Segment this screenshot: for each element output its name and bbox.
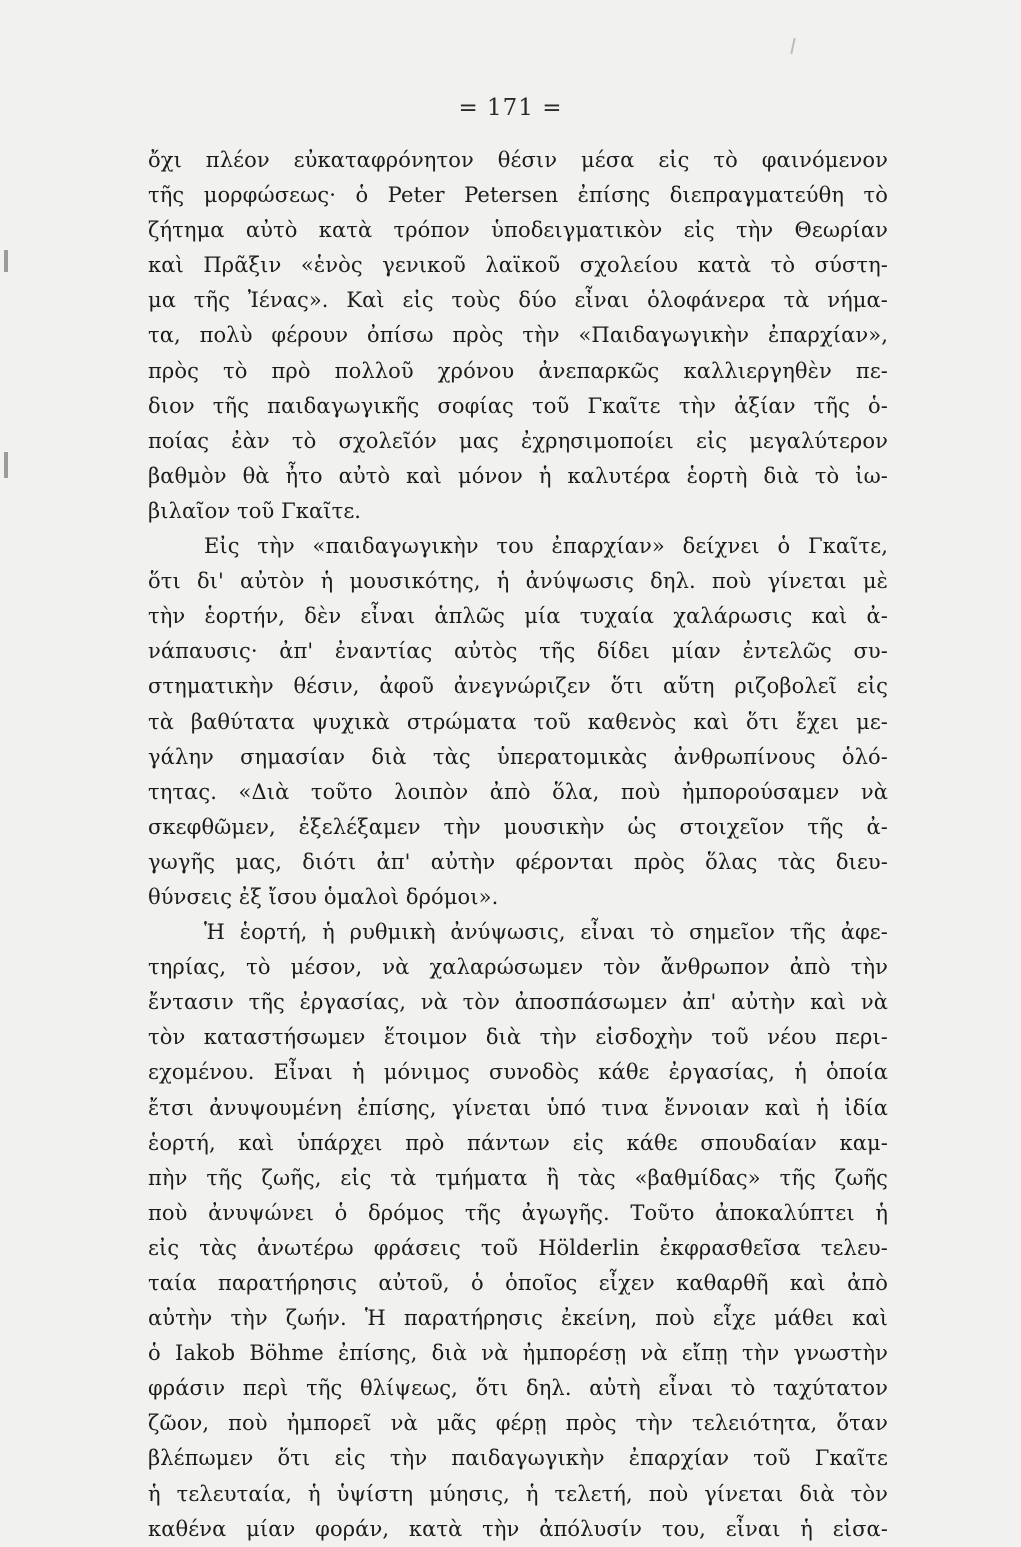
text-line: φράσιν περὶ τῆς θλίψεως, ὅτι δηλ. αὐτὴ εἶναι τὸ ταχύτατον (148, 1376, 888, 1401)
text-line: καθένα μίαν φοράν, κατὰ τὴν ἀπόλυσίν του, εἶναι ἡ εἰσα- (148, 1516, 888, 1541)
text-line: ζήτημα αὐτὸ κατὰ τρόπον ὑποδειγματικὸν εἰς τὴν Θεωρίαν (148, 218, 888, 243)
text-line: τὰ βαθύτατα ψυχικὰ στρώματα τοῦ καθενὸς καὶ ὅτι ἔχει με- (148, 709, 888, 734)
text-line: εἰς τὰς ἀνωτέρω φράσεις τοῦ Hölderlin ἐκφρασθεῖσα τελευ- (148, 1235, 888, 1260)
text-line: τα, πολὺ φέρουν ὀπίσω πρὸς τὴν «Παιδαγωγικὴν ἐπαρχίαν», (148, 323, 888, 348)
text-line: στηματικὴν θέσιν, ἀφοῦ ἀνεγνώριζεν ὅτι αὕτη ριζοβολεῖ εἰς (148, 674, 888, 699)
text-line: ποίας ἐὰν τὸ σχολεῖόν μας ἐχρησιμοποίει εἰς μεγαλύτερον (148, 428, 888, 453)
text-line: τῆς μορφώσεως· ὁ Peter Petersen ἐπίσης διεπραγματεύθη τὸ (148, 183, 888, 208)
text-line: πρὸς τὸ πρὸ πολλοῦ χρόνου ἀνεπαρκῶς καλλιεργηθὲν πε- (148, 358, 888, 383)
text-line: τητας. «Διὰ τοῦτο λοιπὸν ἀπὸ ὅλα, ποὺ ἠμπορούσαμεν νὰ (148, 779, 888, 804)
text-line: ταία παρατήρησις αὐτοῦ, ὁ ὁποῖος εἶχεν καθαρθῆ καὶ ἀπὸ (148, 1271, 888, 1295)
text-line: βλέπωμεν ὅτι εἰς τὴν παιδαγωγικὴν ἐπαρχίαν τοῦ Γκαῖτε (148, 1446, 888, 1471)
page-number: = 171 = (458, 95, 563, 121)
text-line: θύνσεις ἐξ ἴσου ὁμαλοὶ δρόμοι». (148, 884, 499, 909)
text-line: ζῶον, ποὺ ἠμπορεῖ νὰ μᾶς φέρῃ πρὸς τὴν τελειότητα, ὅταν (148, 1411, 888, 1436)
text-line: τὴν ἑορτήν, δὲν εἶναι ἁπλῶς μία τυχαία χαλάρωσις καὶ ἀ- (148, 604, 888, 629)
text-line: ἔτσι ἀνυψουμένη ἐπίσης, γίνεται ὑπό τινα ἔννοιαν καὶ ἡ ἰδία (148, 1095, 888, 1120)
text-line: ὄχι πλέον εὐκαταφρόνητον θέσιν μέσα εἰς τὸ φαινόμενον (148, 148, 888, 172)
text-line: ἡ τελευταία, ἡ ὑψίστη μύησις, ἡ τελετή, ποὺ γίνεται διὰ τὸν (148, 1481, 888, 1506)
text-line: ὁ Iakob Böhme ἐπίσης, διὰ νὰ ἠμπορέσῃ νὰ εἴπῃ τὴν γνωστὴν (148, 1341, 888, 1366)
text-line: γωγῆς μας, διότι ἀπ' αὐτὴν φέρονται πρὸς ὅλας τὰς διευ- (148, 849, 888, 874)
text-line: διον τῆς παιδαγωγικῆς σοφίας τοῦ Γκαῖτε τὴν ἀξίαν τῆς ὁ- (148, 393, 888, 418)
text-line: ἔντασιν τῆς ἐργασίας, νὰ τὸν ἀποσπάσωμεν ἀπ' αὐτὴν καὶ νὰ (148, 990, 888, 1015)
margin-mark (4, 452, 8, 478)
text-line: γάλην σημασίαν διὰ τὰς ὑπερατομικὰς ἀνθρωπίνους ὁλό- (148, 744, 888, 769)
text-line: τηρίας, τὸ μέσον, νὰ χαλαρώσωμεν τὸν ἄνθρωπον ἀπὸ τὴν (148, 955, 888, 980)
body-text (148, 143, 888, 1547)
margin-mark (4, 250, 8, 272)
text-line: τὸν καταστήσωμεν ἕτοιμον διὰ τὴν εἰσδοχὴν τοῦ νέου περι- (148, 1025, 888, 1050)
text-line: εχομένου. Εἶναι ἡ μόνιμος συνοδὸς κάθε ἐργασίας, ἡ ὁποία (148, 1060, 888, 1085)
text-line: Εἰς τὴν «παιδαγωγικὴν του ἐπαρχίαν» δείχνει ὁ Γκαῖτε, (204, 534, 888, 559)
text-line: ἑορτή, καὶ ὑπάρχει πρὸ πάντων εἰς κάθε σπουδαίαν καμ- (148, 1130, 888, 1155)
text-line: ὅτι δι' αὐτὸν ἡ μουσικότης, ἡ ἀνύψωσις δηλ. ποὺ γίνεται μὲ (148, 569, 888, 594)
text-line: αὐτὴν τὴν ζωήν. Ἡ παρατήρησις ἐκείνη, ποὺ εἶχε μάθει καὶ (148, 1306, 888, 1331)
text-line: μα τῆς Ἰένας». Καὶ εἰς τοὺς δύο εἶναι ὁλοφάνερα τὰ νήμα- (148, 288, 888, 313)
pencil-mark (790, 38, 795, 54)
text-line: νάπαυσις· ἀπ' ἐναντίας αὐτὸς τῆς δίδει μίαν ἐντελῶς συ- (148, 639, 888, 664)
text-line: σκεφθῶμεν, ἐξελέξαμεν τὴν μουσικὴν ὡς στοιχεῖον τῆς ἀ- (148, 814, 888, 839)
text-line: καὶ Πρᾶξιν «ἑνὸς γενικοῦ λαϊκοῦ σχολείου κατὰ τὸ σύστη- (148, 253, 888, 278)
text-line: ποὺ ἀνυψώνει ὁ δρόμος τῆς ἀγωγῆς. Τοῦτο ἀποκαλύπτει ἡ (148, 1200, 888, 1225)
text-line: πὴν τῆς ζωῆς, εἰς τὰ τμήματα ἢ τὰς «βαθμίδας» τῆς ζωῆς (148, 1165, 888, 1190)
text-line: βαθμὸν θὰ ἦτο αὐτὸ καὶ μόνον ἡ καλυτέρα ἑορτὴ διὰ τὸ ἰω- (148, 463, 888, 488)
text-line: βιλαῖον τοῦ Γκαῖτε. (148, 498, 362, 523)
text-line: Ἡ ἑορτή, ἡ ρυθμικὴ ἀνύψωσις, εἶναι τὸ σημεῖον τῆς ἀφε- (204, 920, 888, 945)
